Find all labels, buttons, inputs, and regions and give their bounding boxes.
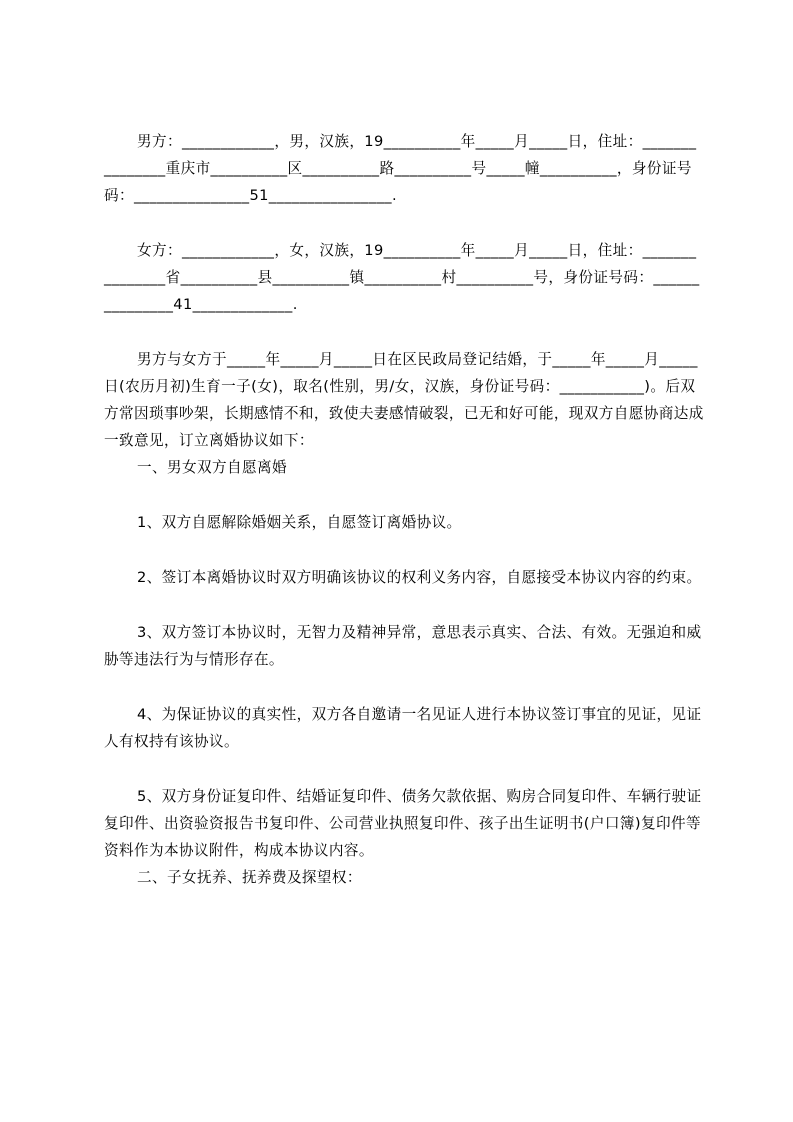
clause-2: 2、签订本离婚协议时双方明确该协议的权利义务内容，自愿接受本协议内容的约束。 <box>137 569 702 586</box>
clause-5: 5、双方身份证复印件、结婚证复印件、债务欠款依据、购房合同复印件、车辆行驶证复印件、出资验资报告书复印件、公司营业执照复印件、孩子出生证明书(户口簿)复印件等资料作为本协议附件，构成本协议内容。 <box>104 788 702 859</box>
clause-1: 1、双方自愿解除婚姻关系，自愿签订离婚协议。 <box>137 514 462 531</box>
clause-3: 3、双方签订本协议时，无智力及精神异常，意思表示真实、合法、有效。无强迫和威胁等违法行为与情形存在。 <box>104 624 702 668</box>
section-2-heading: 二、子女抚养、抚养费及探望权： <box>137 869 362 886</box>
agreement-page <box>104 128 704 891</box>
male-party-paragraph: 男方：____________，男，汉族，19__________年_____月_____日，住址：_______________重庆市__________区__________路__________号_____幢__________，身份证号码：_______________51________________. <box>104 133 697 204</box>
female-party-paragraph: 女方：____________，女，汉族，19__________年_____月_____日，住址：_______________省__________县__________镇__________村__________号，身份证号码：_______________41_____________. <box>104 242 700 313</box>
section-1-heading: 一、男女双方自愿离婚 <box>137 459 287 476</box>
clause-4: 4、为保证协议的真实性，双方各自邀请一名见证人进行本协议签订事宜的见证，见证人有权持有该协议。 <box>104 706 702 750</box>
marriage-info-paragraph: 男方与女方于_____年_____月_____日在区民政局登记结婚，于_____年_____月_____日(农历月初)生育一子(女)，取名(性别，男/女，汉族，身份证号码：___________)。后双方常因琐事吵架，长期感情不和，致使夫妻感情破裂，已无和好可能，现双方自愿协商达成一致意见，订立离婚协议如下： <box>104 351 704 449</box>
